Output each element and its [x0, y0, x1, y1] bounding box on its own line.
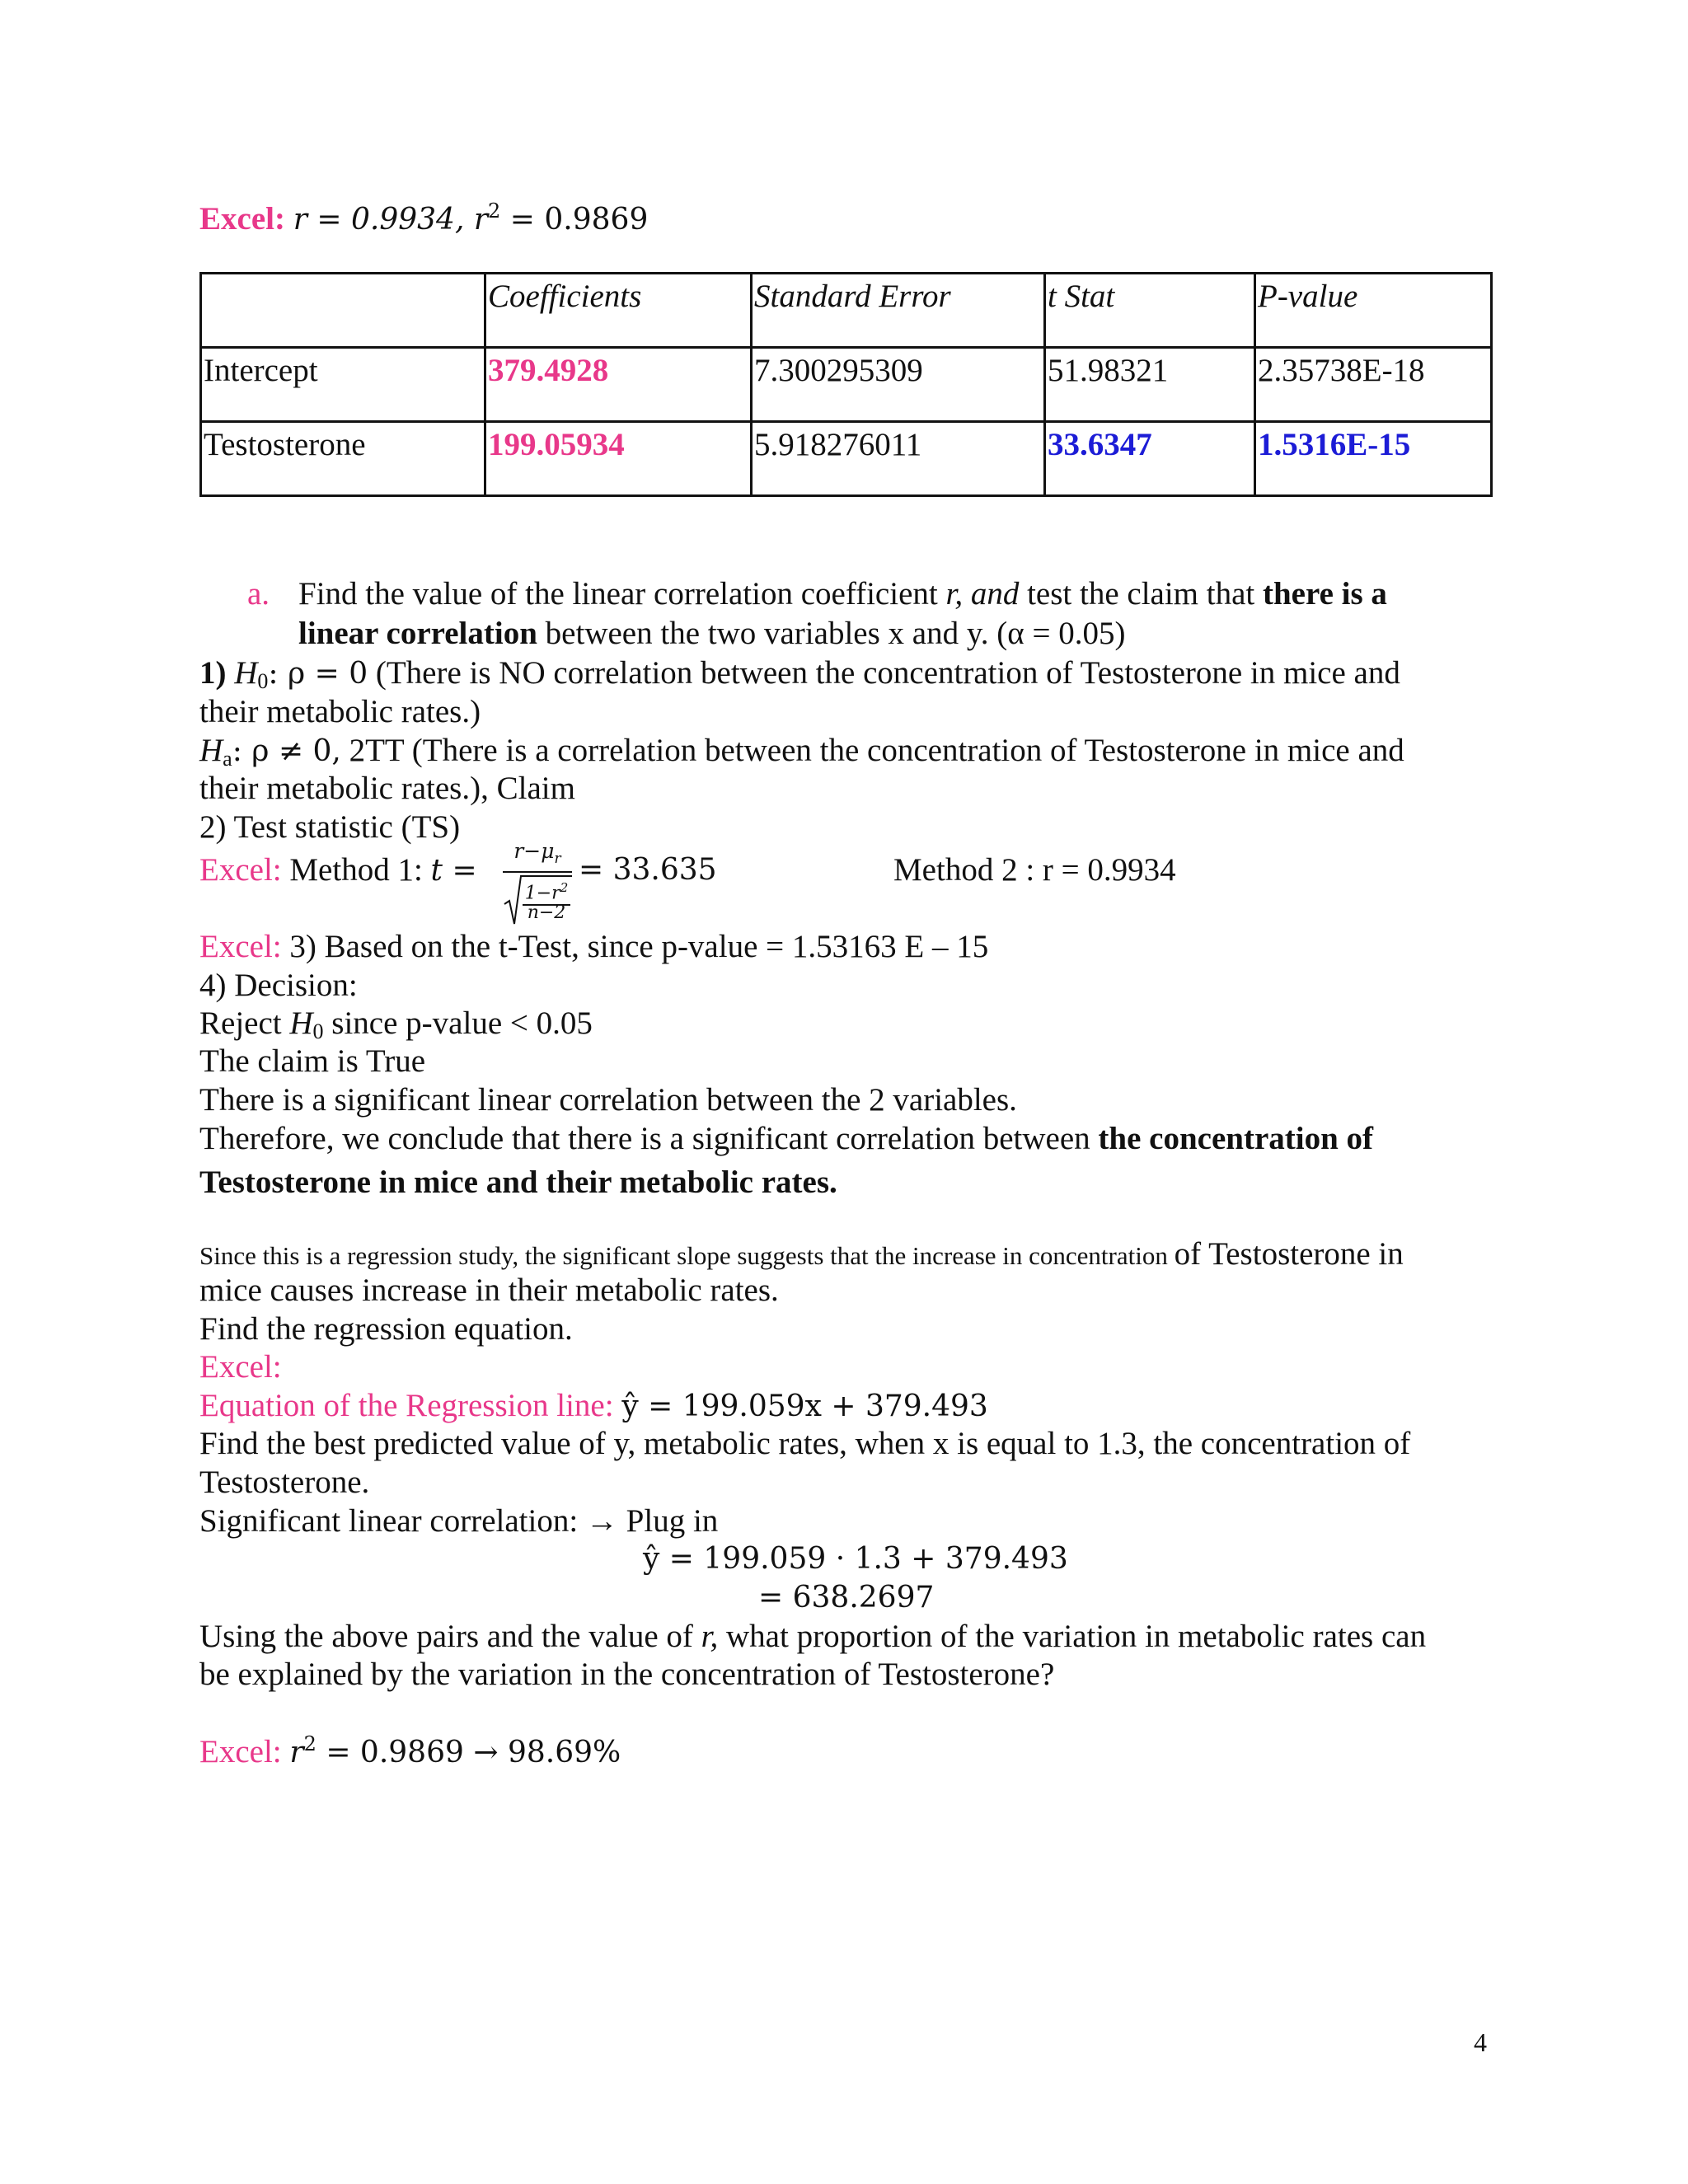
alt-hypothesis-line2: their metabolic rates.), Claim	[199, 771, 575, 806]
table-header-cell: Coefficients	[485, 274, 752, 348]
r-squared-exponent: 2	[488, 199, 501, 223]
r-value: r = 0.9934, r	[293, 203, 489, 237]
part-a-line1: Find the value of the linear correlation coefficient r, and test the claim that there is a	[298, 576, 1387, 612]
r-squared-value: = 0.9869	[500, 203, 649, 237]
conclusion-line2: Testosterone in mice and their metabolic rates.	[199, 1165, 837, 1200]
find-equation-line: Find the regression equation.	[199, 1311, 573, 1347]
slope-coefficient-cell: 199.05934	[485, 422, 752, 496]
regression-note-line1: Since this is a regression study, the significant slope suggests that the increase in concentration of Testosterone in	[199, 1236, 1404, 1272]
conclusion-line1: Therefore, we conclude that there is a significant correlation between the concentration of	[199, 1121, 1374, 1156]
proportion-question-line1: Using the above pairs and the value of r, what proportion of the variation in metabolic rates can	[199, 1619, 1427, 1654]
table-row	[201, 348, 1492, 422]
reject-line: Reject $H_0$ since p-value < 0.05	[199, 1005, 593, 1043]
proportion-question-line2: be explained by the variation in the concentration of Testosterone?	[199, 1657, 1055, 1692]
t-statistic-fraction	[503, 839, 572, 927]
final-answer-line: Excel: $r^2 = 0.9869 \to 98.69\%$	[199, 1732, 621, 1769]
significance-line: There is a significant linear correlation between the 2 variables.	[199, 1082, 1017, 1118]
table-cell: 5.918276011	[752, 422, 1045, 496]
table-cell: 7.300295309	[752, 348, 1045, 422]
t-statistic-result: = 33.635	[579, 853, 717, 887]
regression-table	[199, 272, 1493, 497]
predict-line2: Testosterone.	[199, 1465, 370, 1500]
step3-line: Excel: 3) Based on the t-Test, since p-value = 1.53163 E – 15	[199, 929, 989, 964]
prediction-calculation: ŷ = 199.059 · 1.3 + 379.493	[643, 1542, 1068, 1576]
p-value-cell: 1.5316E-15	[1255, 422, 1492, 496]
table-cell: 2.35738E-18	[1255, 348, 1492, 422]
table-row	[201, 422, 1492, 496]
page-number: 4	[1474, 2027, 1487, 2057]
table-header-cell: Standard Error	[752, 274, 1045, 348]
test-statistic-heading: 2) Test statistic (TS)	[199, 809, 461, 845]
t-stat-cell: 33.6347	[1045, 422, 1255, 496]
table-header-cell	[201, 274, 485, 348]
null-hypothesis-line2: their metabolic rates.)	[199, 694, 481, 729]
table-header-cell: t Stat	[1045, 274, 1255, 348]
null-hypothesis-line1: 1) $H_0$: ρ = 0 (There is NO correlation between the concentration of Testosterone in mice and	[199, 655, 1400, 693]
table-cell: Intercept	[201, 348, 485, 422]
alt-hypothesis-line1: $H_a$: ρ ≠ 0, 2TT (There is a correlation between the concentration of Testosterone in mice and	[199, 733, 1404, 771]
fraction-denominator: $1-r^2$ n−2	[503, 873, 572, 927]
regression-note-line2: mice causes increase in their metabolic rates.	[199, 1272, 779, 1308]
excel-label-plain: Excel:	[199, 1349, 282, 1385]
plug-in-line: Significant linear correlation: → Plug in	[199, 1503, 719, 1539]
method1-label: Excel: Method 1: t =	[199, 852, 477, 888]
decision-heading: 4) Decision:	[199, 968, 358, 1003]
table-cell: Testosterone	[201, 422, 485, 496]
method2-label: Method 2 : r = 0.9934	[893, 852, 1176, 888]
table-header-cell: P-value	[1255, 274, 1492, 348]
claim-true-line: The claim is True	[199, 1043, 426, 1079]
regression-equation-line: Equation of the Regression line: ŷ = 199.059x + 379.493	[199, 1388, 988, 1423]
excel-label: Excel:	[199, 201, 285, 237]
fraction-numerator: $r-\mu_r$	[503, 839, 572, 873]
prediction-result: = 638.2697	[758, 1581, 935, 1615]
correlation-summary-line	[199, 199, 648, 239]
intercept-coefficient-cell: 379.4928	[485, 348, 752, 422]
part-a-line2: linear correlation between the two variables x and y. (α = 0.05)	[298, 616, 1126, 651]
table-cell: 51.98321	[1045, 348, 1255, 422]
table-header-row	[201, 274, 1492, 348]
part-a-marker: a.	[247, 576, 270, 612]
predict-line1: Find the best predicted value of y, metabolic rates, when x is equal to 1.3, the concentration of	[199, 1426, 1411, 1461]
